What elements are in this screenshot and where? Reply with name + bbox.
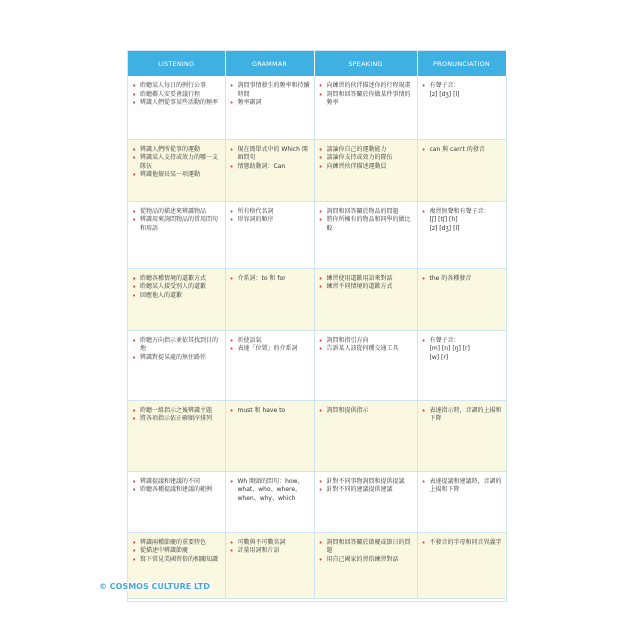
list-item: • 談論你支持或效力的隊伍	[319, 154, 413, 163]
grammar-list	[230, 478, 310, 504]
list-item: • 從物品的描述來辨識物品	[132, 208, 221, 217]
table-row	[128, 268, 506, 330]
list-item: • 聆聽方向指示並依其找到目的地	[132, 337, 221, 354]
speaking-cell	[314, 400, 417, 471]
listening-list	[132, 539, 221, 565]
grammar-cell	[225, 471, 314, 532]
grammar-cell	[225, 139, 314, 201]
list-item: • 有聲子音：	[422, 337, 502, 346]
list-item: • 聆聽一組指示之後辨識主題	[132, 407, 221, 416]
listening-cell	[128, 471, 225, 532]
list-item: • 有聲子音：	[422, 82, 502, 91]
list-item: • 將各項指示依正確順序排列	[132, 415, 221, 424]
speaking-list	[319, 337, 413, 354]
syllabus-table	[128, 51, 507, 599]
list-item: • 詢問事情發生的頻率和持續時間	[230, 82, 310, 99]
list-item: • Wh 開頭的問句：how、what、who、where、when、why、which	[230, 478, 310, 504]
pronunciation-list	[422, 539, 502, 548]
speaking-cell	[314, 471, 417, 532]
grammar-list	[230, 539, 310, 556]
grammar-cell	[225, 330, 314, 400]
table-row	[128, 330, 506, 400]
list-item: • 辨識用來詢問物品的常用問句和用語	[132, 216, 221, 233]
list-item: • can 與 can't 的發音	[422, 146, 502, 155]
pronunciation-cell	[417, 330, 506, 400]
table-row	[128, 400, 506, 471]
speaking-list	[319, 208, 413, 234]
header-speaking: SPEAKING	[314, 51, 417, 76]
list-item: • 複習無聲和有聲子音：	[422, 208, 502, 217]
list-item: • 表達「位置」的介系詞	[230, 345, 310, 354]
grammar-list	[230, 275, 310, 284]
list-item: • 辨識提議和建議的不同	[132, 478, 221, 487]
speaking-cell	[314, 201, 417, 268]
list-item: • the 的各種發音	[422, 275, 502, 284]
header-grammar: GRAMMAR	[225, 51, 314, 76]
grammar-cell	[225, 532, 314, 598]
pronunciation-list	[422, 146, 502, 155]
speaking-cell	[314, 76, 417, 139]
list-item: • 談論你自己的運動能力	[319, 146, 413, 155]
listening-cell	[128, 76, 225, 139]
pronunciation-list	[422, 337, 502, 363]
list-item: • 辨識人們從事某些活動的頻率	[132, 99, 221, 108]
header-row	[128, 51, 506, 76]
table-row	[128, 76, 506, 139]
list-item: • 表達指示時，音調的上揚和下降	[422, 407, 502, 424]
pronunciation-cell	[417, 139, 506, 201]
grammar-list	[230, 146, 310, 172]
list-item: • 辨識他擅長某一項運動	[132, 171, 221, 180]
copyright-notice: © COSMOS CULTURE LTD	[99, 582, 210, 591]
list-item: • 聆聽各種提議和建議的範例	[132, 486, 221, 495]
list-item: • 詢問和回答關於你做某件事情的頻率	[319, 91, 413, 108]
list-item: • 詢問和回答關於物品的問題	[319, 208, 413, 217]
pronunciation-list	[422, 407, 502, 424]
list-item: • 告訴某人該從何種交通工具	[319, 345, 413, 354]
listening-list	[132, 407, 221, 424]
list-item: • 不發音的字母和同音異義字	[422, 539, 502, 548]
list-item: • 將你所擁有的物品和同學的做比較	[319, 216, 413, 233]
pronunciation-cell	[417, 471, 506, 532]
list-item: • 辨識兩種節慶的重要特色	[132, 539, 221, 548]
pronunciation-cell	[417, 532, 506, 598]
pronunciation-cell	[417, 400, 506, 471]
list-item: • 詢問和提供指示	[319, 407, 413, 416]
grammar-cell	[225, 76, 314, 139]
list-item: • 聆聽某人每日的例行公事	[132, 82, 221, 91]
pronunciation-list	[422, 208, 502, 234]
list-item: • 頻率副詞	[230, 99, 310, 108]
speaking-list	[319, 82, 413, 108]
grammar-cell	[225, 201, 314, 268]
list-item: • 辨識某人支持或效力的哪一支隊伍	[132, 154, 221, 171]
list-item: • 計量用詞和片語	[230, 547, 310, 556]
list-item: • 表達提議和建議時，音調的上揚和下降	[422, 478, 502, 495]
speaking-list	[319, 275, 413, 292]
list-item: • 向練習伙伴描述運動員	[319, 163, 413, 172]
listening-list	[132, 146, 221, 180]
table-row	[128, 201, 506, 268]
listening-list	[132, 478, 221, 495]
pronunciation-cell	[417, 268, 506, 330]
table-row	[128, 139, 506, 201]
speaking-cell	[314, 139, 417, 201]
list-item: [z] [dʒ] [l]	[429, 90, 460, 98]
list-item: [ʃ] [tʃ] [h]	[429, 216, 458, 224]
pronunciation-list	[422, 478, 502, 495]
list-item: • 所有格代名詞	[230, 208, 310, 217]
listening-cell	[128, 139, 225, 201]
pronunciation-list	[422, 275, 502, 284]
grammar-list	[230, 407, 310, 416]
list-item: • 練習使用道歉用語來對話	[319, 275, 413, 284]
table-row	[128, 471, 506, 532]
list-item: [w] [r]	[429, 353, 449, 361]
header-pronunciation: PRONUNCIATION	[417, 51, 506, 76]
list-item: • 針對不同事物詢問和提供提議	[319, 478, 413, 487]
grammar-list	[230, 208, 310, 225]
syllabus-page	[127, 50, 507, 602]
list-item: • 現在簡單式中的 Which 開頭問句	[230, 146, 310, 163]
listening-cell	[128, 201, 225, 268]
list-item: • 祈使語氣	[230, 337, 310, 346]
header-listening: LISTENING	[128, 51, 225, 76]
grammar-cell	[225, 268, 314, 330]
list-item: • 辨識人們所從事的運動	[132, 146, 221, 155]
speaking-cell	[314, 268, 417, 330]
list-item: • 聆聽各種情境的道歉方式	[132, 275, 221, 284]
list-item: • must 和 have to	[230, 407, 310, 416]
list-item: [m] [n] [ŋ] [r]	[429, 345, 470, 353]
list-item: • 可數與不可數名詞	[230, 539, 310, 548]
list-item: • 詢問和回答關於節慶或節日的問題	[319, 539, 413, 556]
list-item: • 針對不同的建議提供建議	[319, 486, 413, 495]
list-item: [z] [dʒ] [l]	[429, 224, 460, 232]
pronunciation-cell	[417, 201, 506, 268]
grammar-list	[230, 82, 310, 108]
listening-list	[132, 208, 221, 234]
speaking-list	[319, 478, 413, 495]
list-item: • 聆聽某人接受別人的道歉	[132, 283, 221, 292]
list-item: • 回應他人的道歉	[132, 292, 221, 301]
list-item: • 從描述中辨識節慶	[132, 547, 221, 556]
listening-cell	[128, 268, 225, 330]
speaking-cell	[314, 532, 417, 598]
speaking-list	[319, 539, 413, 565]
listening-cell	[128, 400, 225, 471]
speaking-cell	[314, 330, 417, 400]
list-item: • 向練習的伙伴描述你的行程規畫	[319, 82, 413, 91]
pronunciation-cell	[417, 76, 506, 139]
grammar-list	[230, 337, 310, 354]
list-item: • 寫下常見美國習俗的相關知識	[132, 556, 221, 565]
list-item: • 詢問和指引方向	[319, 337, 413, 346]
list-item: • 辨識對提某處的無住路徑	[132, 354, 221, 363]
list-item: • 聆聽鄰人安妥會議行程	[132, 91, 221, 100]
speaking-list	[319, 146, 413, 172]
listening-list	[132, 337, 221, 363]
speaking-list	[319, 407, 413, 416]
listening-cell	[128, 330, 225, 400]
list-item: • 用自己國家的習俗練習對話	[319, 556, 413, 565]
pronunciation-list	[422, 82, 502, 99]
list-item: • 情態助動詞：Can	[230, 163, 310, 172]
grammar-cell	[225, 400, 314, 471]
listening-list	[132, 82, 221, 108]
list-item: • 介系詞：to 和 for	[230, 275, 310, 284]
list-item: • 形容詞的順序	[230, 216, 310, 225]
list-item: • 練習不同情境的道歉方式	[319, 283, 413, 292]
listening-list	[132, 275, 221, 301]
